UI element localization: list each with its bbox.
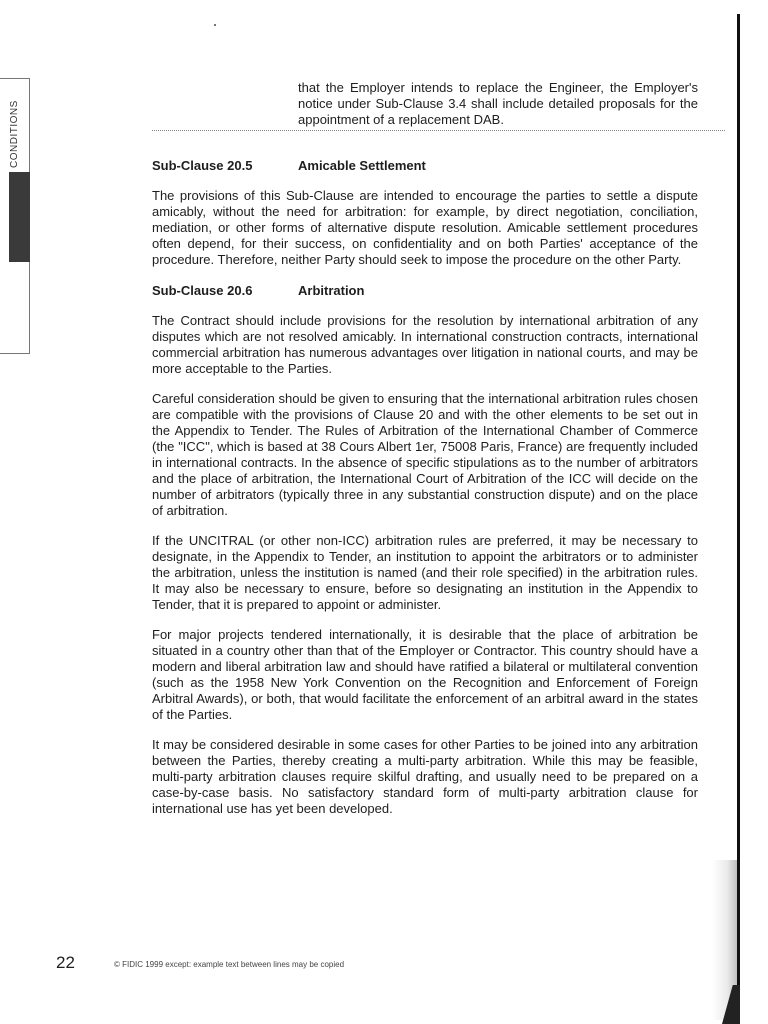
copyright-notice: © FIDIC 1999 except: example text between lines may be copied — [114, 960, 345, 969]
subclause-number: Sub-Clause 20.5 — [152, 158, 253, 173]
separator-rule — [152, 130, 725, 131]
main-content — [152, 157, 698, 831]
side-tab-label: CONDITIONS — [9, 100, 20, 168]
subclause-title: Amicable Settlement — [298, 158, 426, 173]
page-number: 22 — [56, 953, 75, 972]
section-heading — [152, 282, 698, 300]
side-tab-marker — [9, 172, 30, 262]
paragraph: The provisions of this Sub-Clause are intended to encourage the parties to settle a dispute amicably, without the need for arbitration: for example, by direct negotiation, conciliation, mediation, or other forms of alternative dispute resolution. Amicable settlement procedures often depend, for their success, on confidentiality and on both Parties' acceptance of the procedure. Therefore, neither Party should seek to impose the procedure on the other Party. — [152, 188, 698, 267]
paragraph: It may be considered desirable in some cases for other Parties to be joined into any arbitration between the Parties, thereby creating a multi-party arbitration. While this may be feasible, multi-party arbitration clauses require skilful drafting, and usually need to be prepared on a case-by-case basis. No satisfactory standard form of multi-party arbitration clause for international use has yet been developed. — [152, 737, 698, 816]
subclause-number: Sub-Clause 20.6 — [152, 283, 253, 298]
section-amicable-settlement — [152, 157, 698, 268]
page-edge-line — [737, 14, 740, 1014]
carryover-text: that the Employer intends to replace the Engineer, the Employer's notice under Sub-Clause 3.4 shall include detailed proposals for the appointment of a replacement DAB. — [298, 80, 698, 127]
subclause-title: Arbitration — [298, 283, 365, 298]
section-heading — [152, 157, 698, 175]
section-arbitration — [152, 282, 698, 817]
paragraph: The Contract should include provisions for the resolution by international arbitration of any disputes which are not resolved amicably. In international construction contracts, international commercial arbitration has numerous advantages over litigation in national courts, and may be more acceptable to the Parties. — [152, 313, 698, 376]
paragraph: For major projects tendered internationally, it is desirable that the place of arbitration be situated in a country other than that of the Employer or Contractor. This country should have a modern and liberal arbitration law and should have ratified a bilateral or multilateral convention (such as the 1958 New York Convention on the Recognition and Enforcement of Foreign Arbitral Awards), or both, that would facilitate the enforcement of an arbitral award in the states of the Parties. — [152, 627, 698, 722]
paragraph: Careful consideration should be given to ensuring that the international arbitration rules chosen are compatible with the provisions of Clause 20 and with the other elements to be set out in the Appendix to Tender. The Rules of Arbitration of the International Chamber of Commerce (the "ICC", which is based at 38 Cours Albert 1er, 75008 Paris, France) are frequently included in international contracts. In the absence of specific stipulations as to the number of arbitrators and the place of arbitration, the International Court of Arbitration of the ICC will decide on the number of arbitrators (typically three in any substantial construction dispute) and on the place of arbitration. — [152, 391, 698, 518]
paragraph: If the UNCITRAL (or other non-ICC) arbitration rules are preferred, it may be necessary to designate, in the Appendix to Tender, an institution to appoint the arbitrators or to administer the arbitration, unless the institution is named (and their role specified) in the arbitration rules. It may also be necessary to ensure, before so designating an institution in the Appendix to Tender, that it is prepared to appoint or administer. — [152, 533, 698, 612]
scan-speck — [214, 24, 216, 26]
